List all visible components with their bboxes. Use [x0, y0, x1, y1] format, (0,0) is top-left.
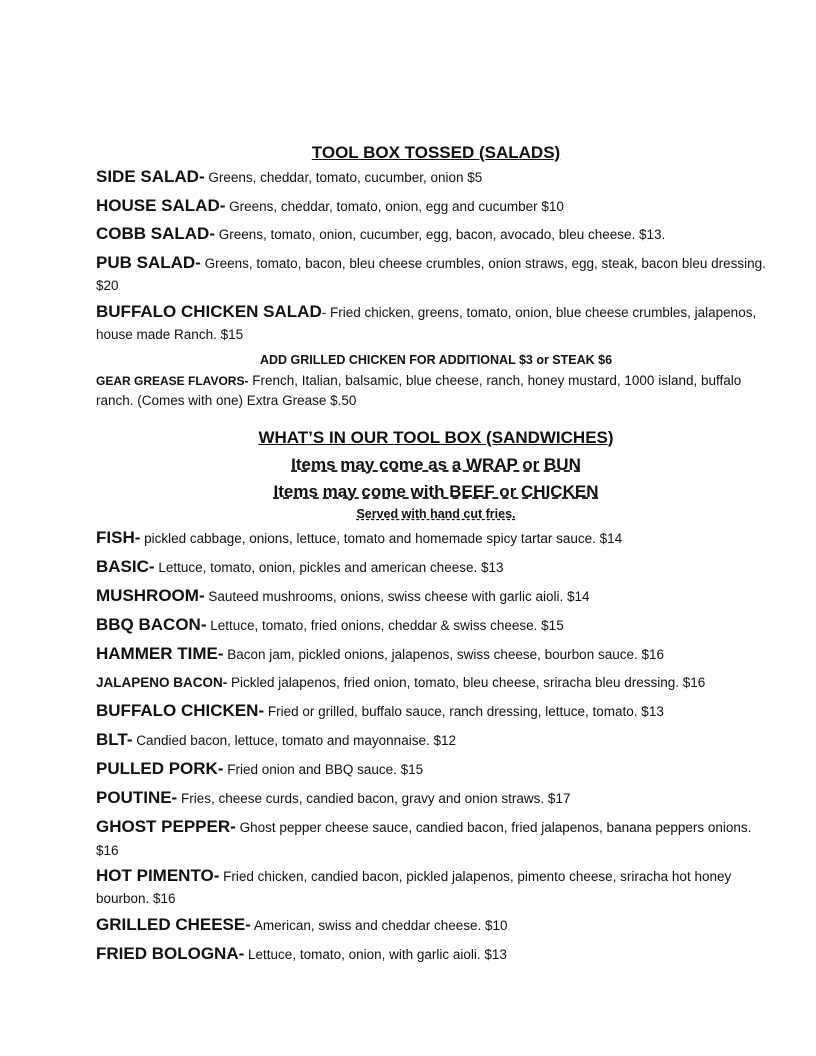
item-desc: - Fried chicken, greens, tomato, onion, blue cheese crumbles, jalapenos, house made Ranch. $15 — [96, 304, 757, 342]
item-name: PULLED PORK- — [96, 759, 224, 779]
menu-item — [96, 166, 776, 190]
fries-note: Served with hand cut fries. — [356, 506, 516, 521]
item-desc: American, swiss and cheddar cheese. $10 — [250, 917, 508, 933]
item-desc: pickled cabbage, onions, lettuce, tomato and homemade spicy tartar sauce. $14 — [140, 530, 623, 546]
item-desc: Greens, cheddar, tomato, onion, egg and cucumber $10 — [225, 198, 564, 214]
item-name: PUB SALAD- — [96, 252, 201, 272]
item-name: BBQ BACON- — [96, 614, 207, 634]
item-name: BASIC- — [96, 556, 155, 576]
sandwiches-list — [96, 527, 776, 967]
menu-item — [96, 914, 776, 937]
item-desc: Sauteed mushrooms, onions, swiss cheese with garlic aioli. $14 — [204, 588, 590, 604]
menu-item — [96, 643, 776, 666]
salads-list — [96, 166, 776, 347]
item-name: FISH- — [96, 527, 141, 547]
menu-item — [96, 943, 776, 966]
item-desc: Lettuce, tomato, onion, with garlic aioli. $13 — [244, 946, 507, 962]
menu-item — [96, 758, 776, 781]
menu-item — [96, 223, 776, 247]
menu-item — [96, 729, 776, 752]
menu-page — [96, 140, 776, 972]
menu-item — [96, 700, 776, 723]
menu-item — [96, 252, 776, 298]
menu-item — [96, 672, 776, 694]
item-name: SIDE SALAD- — [96, 167, 205, 186]
dressing-flavors-label: GEAR GREASE FLAVORS- — [96, 373, 249, 388]
item-desc: Greens, tomato, onion, cucumber, egg, bacon, avocado, bleu cheese. $13. — [215, 227, 666, 242]
item-name: COBB SALAD- — [96, 224, 215, 243]
item-desc: Greens, tomato, bacon, bleu cheese crumbles, onion straws, egg, steak, bacon bleu dressing. $20 — [96, 255, 766, 293]
item-desc: Pickled jalapenos, fried onion, tomato, bleu cheese, sriracha bleu dressing. $16 — [227, 674, 706, 690]
menu-item — [96, 585, 776, 608]
item-desc: Fried chicken, candied bacon, pickled jalapenos, pimento cheese, sriracha hot honey bourbon. $16 — [96, 869, 732, 907]
item-name: HAMMER TIME- — [96, 643, 224, 663]
item-desc: Ghost pepper cheese sauce, candied bacon, fried jalapenos, banana peppers onions. $16 — [96, 820, 752, 858]
menu-item — [96, 787, 776, 810]
item-desc: Bacon jam, pickled onions, jalapenos, swiss cheese, bourbon sauce. $16 — [223, 646, 665, 662]
item-desc: Lettuce, tomato, fried onions, cheddar & swiss cheese. $15 — [206, 617, 564, 633]
item-name: FRIED BOLOGNA- — [96, 943, 245, 963]
item-name: HOT PIMENTO- — [96, 866, 220, 886]
item-desc: Greens, cheddar, tomato, cucumber, onion $5 — [204, 170, 483, 185]
item-name: BUFFALO CHICKEN SALAD — [96, 301, 322, 321]
salads-title: TOOL BOX TOSSED (SALADS) — [311, 143, 561, 162]
item-desc: Fries, cheese curds, candied bacon, gravy and onion straws. $17 — [177, 791, 571, 807]
menu-item — [96, 614, 776, 637]
menu-item — [96, 816, 776, 862]
item-desc: Lettuce, tomato, onion, pickles and american cheese. $13 — [154, 559, 504, 575]
dressing-flavors-list: French, Italian, balsamic, blue cheese, ranch, honey mustard, 1000 island, buffalo ranch. (Comes with one) Extra Grease $.50 — [96, 372, 742, 408]
item-name: JALAPENO BACON- — [96, 674, 228, 690]
item-name: HOUSE SALAD- — [96, 195, 226, 215]
item-desc: Fried or grilled, buffalo sauce, ranch dressing, lettuce, tomato. $13 — [264, 704, 664, 720]
beef-or-chicken-note: Items may come with BEEF or CHICKEN — [273, 481, 599, 501]
menu-item — [96, 301, 776, 347]
menu-item — [96, 195, 776, 219]
item-name: BLT- — [96, 730, 133, 750]
item-desc: Candied bacon, lettuce, tomato and mayonnaise. $12 — [132, 733, 456, 749]
menu-item — [96, 556, 776, 579]
sandwiches-section — [96, 425, 776, 967]
item-name: MUSHROOM- — [96, 585, 205, 605]
wrap-or-bun-note: Items may come as a WRAP or BUN — [291, 454, 581, 474]
add-protein-note: ADD GRILLED CHICKEN FOR ADDITIONAL $3 or STEAK $6 — [259, 352, 613, 367]
item-name: GHOST PEPPER- — [96, 817, 236, 837]
item-desc: Fried onion and BBQ sauce. $15 — [223, 762, 424, 778]
menu-item — [96, 865, 776, 911]
item-name: BUFFALO CHICKEN- — [96, 701, 265, 721]
item-name: GRILLED CHEESE- — [96, 914, 251, 934]
menu-item — [96, 527, 776, 550]
sandwiches-title: WHAT’S IN OUR TOOL BOX (SANDWICHES) — [258, 427, 614, 447]
item-name: POUTINE- — [96, 788, 178, 808]
dressing-flavors — [96, 371, 776, 411]
